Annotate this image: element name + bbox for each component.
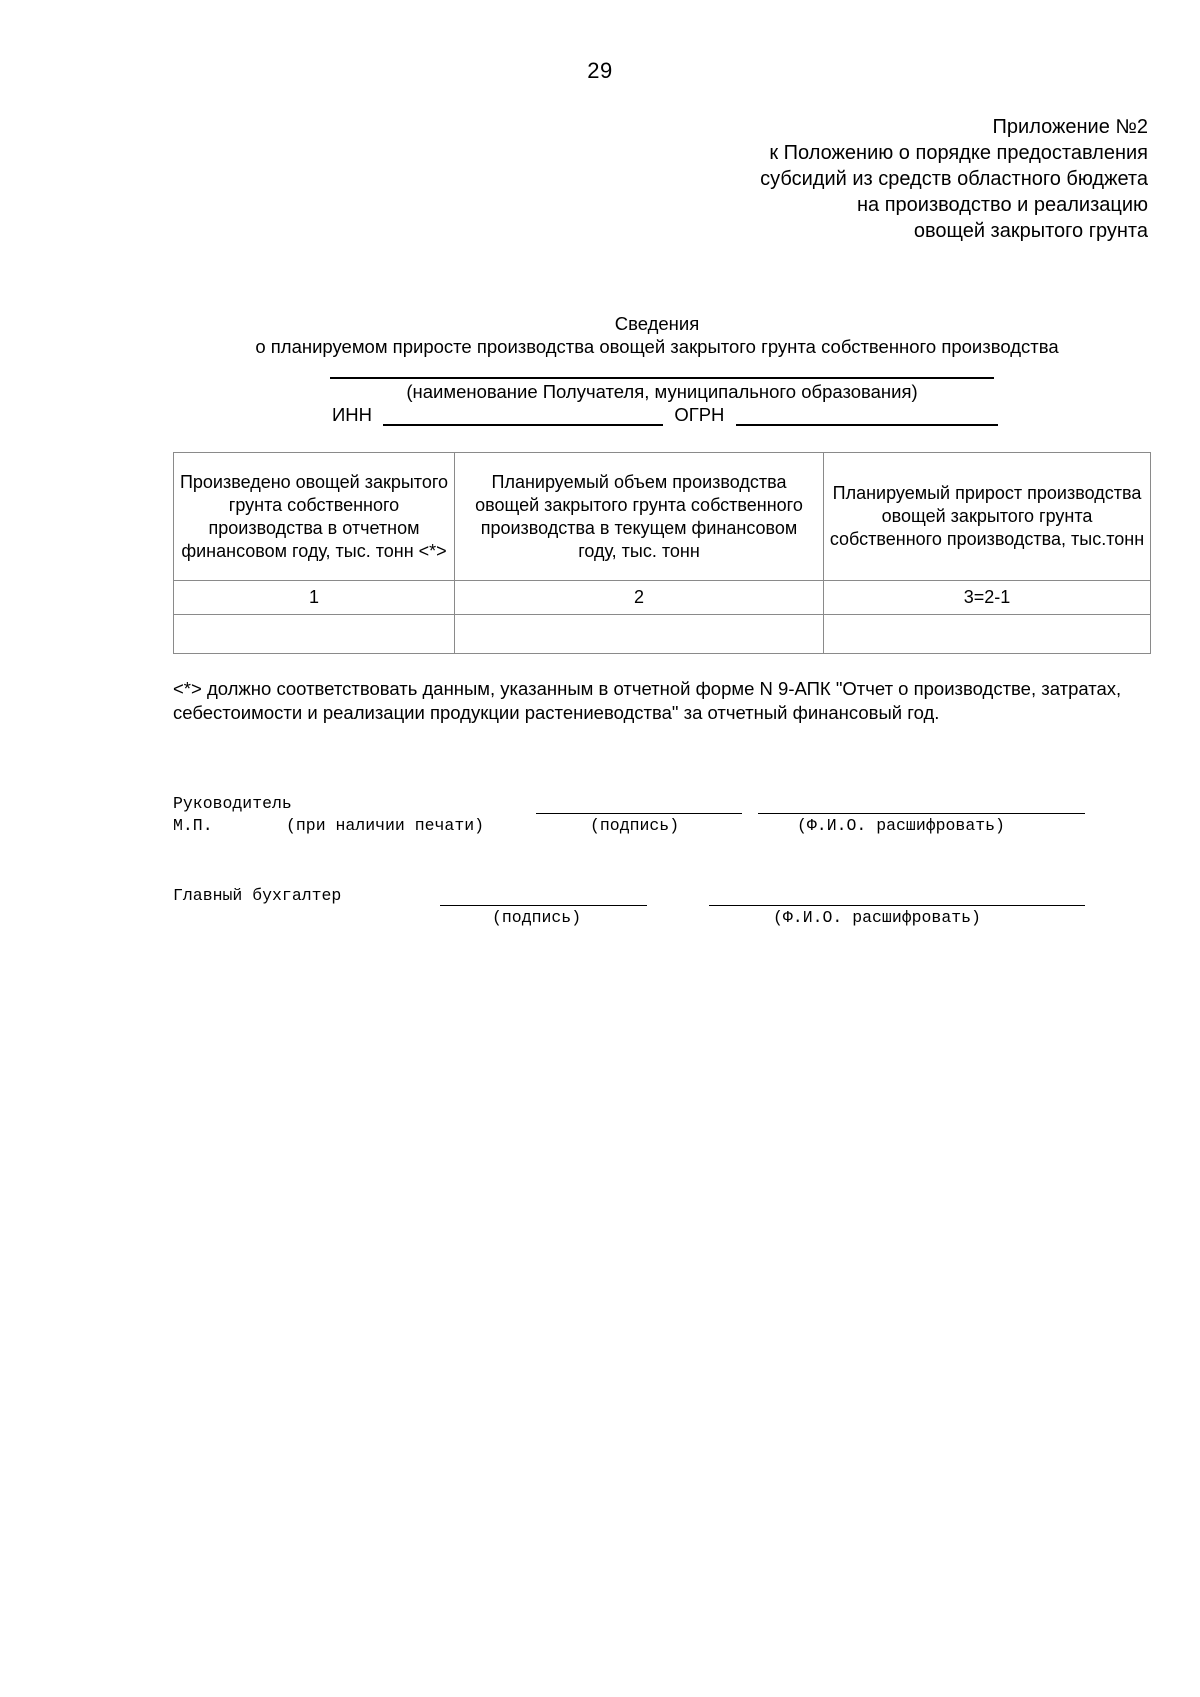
- inn-label: ИНН: [332, 404, 373, 425]
- appendix-line: субсидий из средств областного бюджета: [760, 168, 1148, 190]
- stamp-label: М.П.: [173, 816, 213, 835]
- production-table: [173, 452, 1151, 654]
- accountant-signature-caption: (подпись): [492, 908, 582, 927]
- recipient-caption: (наименование Получателя, муниципального образования): [406, 381, 918, 402]
- subtitle-line: о планируемом приросте производства овощей закрытого грунта собственного производства: [255, 336, 1059, 357]
- header-cell-planned-volume: Планируемый объем производства овощей закрытого грунта собственного производства в текущем финансовом году, тыс. тонн: [455, 453, 824, 581]
- title-line: Сведения: [614, 313, 700, 334]
- appendix-line: овощей закрытого грунта: [913, 220, 1148, 242]
- appendix-reference: [760, 114, 1148, 244]
- value-cell-planned-volume[interactable]: [455, 615, 824, 654]
- value-cell-planned-growth[interactable]: [824, 615, 1151, 654]
- table-header-row: [174, 453, 1151, 581]
- document-title: [0, 312, 1200, 358]
- ogrn-field[interactable]: [736, 404, 998, 426]
- header-cell-planned-growth: Планируемый прирост производства овощей закрытого грунта собственного производства, тыс.тонн: [824, 453, 1151, 581]
- column-number: 2: [455, 581, 824, 615]
- table-number-row: [174, 581, 1151, 615]
- accountant-label: Главный бухгалтер: [173, 886, 342, 905]
- signature-caption: (подпись): [590, 816, 680, 835]
- head-label: Руководитель: [173, 794, 292, 813]
- footnote: <*> должно соответствовать данным, указанным в отчетной форме N 9-АПК "Отчет о производстве, затратах, себестоимости и реализации продукции растениеводства" за отчетный финансовый год.: [173, 678, 1122, 723]
- table-row: [174, 615, 1151, 654]
- value-cell-produced[interactable]: [174, 615, 455, 654]
- name-caption: (Ф.И.О. расшифровать): [797, 816, 1005, 835]
- ogrn-label: ОГРН: [674, 404, 725, 425]
- page-number: 29: [587, 58, 613, 83]
- column-number: 1: [174, 581, 455, 615]
- appendix-line: к Положению о порядке предоставления: [769, 142, 1148, 164]
- head-signature-field[interactable]: [536, 813, 742, 814]
- accountant-name-field[interactable]: [709, 905, 1085, 906]
- recipient-name-field[interactable]: [330, 377, 994, 379]
- appendix-line: Приложение №2: [992, 116, 1148, 138]
- head-name-field[interactable]: [758, 813, 1085, 814]
- inn-field[interactable]: [383, 404, 663, 426]
- inn-ogrn-row: [332, 404, 998, 426]
- appendix-line: на производство и реализацию: [857, 194, 1148, 216]
- accountant-name-caption: (Ф.И.О. расшифровать): [773, 908, 981, 927]
- stamp-note: (при наличии печати): [286, 816, 485, 835]
- column-number: 3=2-1: [824, 581, 1151, 615]
- accountant-signature-field[interactable]: [440, 905, 647, 906]
- header-cell-produced: Произведено овощей закрытого грунта собственного производства в отчетном финансовом году, тыс. тонн <*>: [174, 453, 455, 581]
